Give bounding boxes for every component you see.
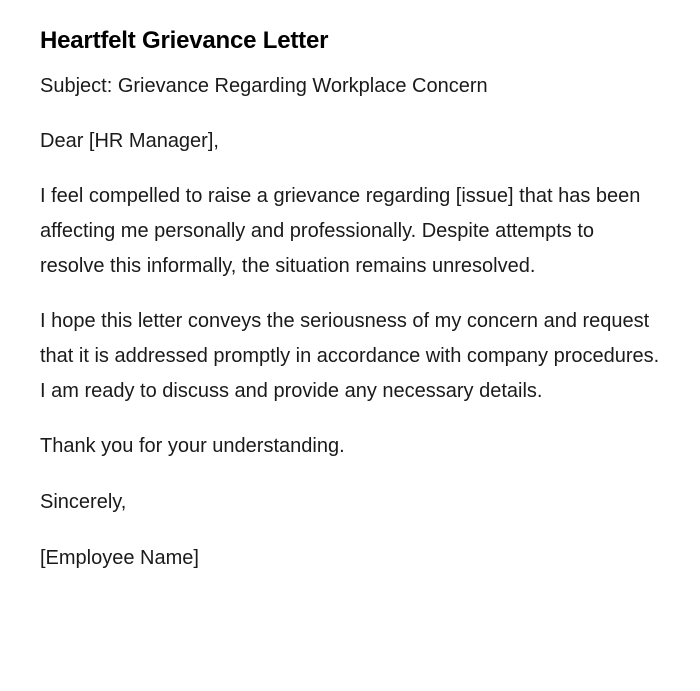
body-paragraph-1: I feel compelled to raise a grievance regarding [issue] that has been affecting me personally and professionally. Despite attempts to resolve this informally, the situation remains unresolved. (40, 185, 641, 277)
page-title: Heartfelt Grievance Letter (40, 27, 329, 54)
salutation: Dear [HR Manager], (40, 130, 219, 152)
subject-line: Subject: Grievance Regarding Workplace Concern (40, 75, 488, 97)
letter-document (40, 24, 660, 576)
body-paragraph-2: I hope this letter conveys the seriousness of my concern and request that it is addressed promptly in accordance with company procedures. I am ready to discuss and provide any necessary details. (40, 310, 660, 402)
closing: Sincerely, (40, 491, 127, 513)
signature: [Employee Name] (40, 547, 199, 569)
body-paragraph-3: Thank you for your understanding. (40, 435, 345, 457)
